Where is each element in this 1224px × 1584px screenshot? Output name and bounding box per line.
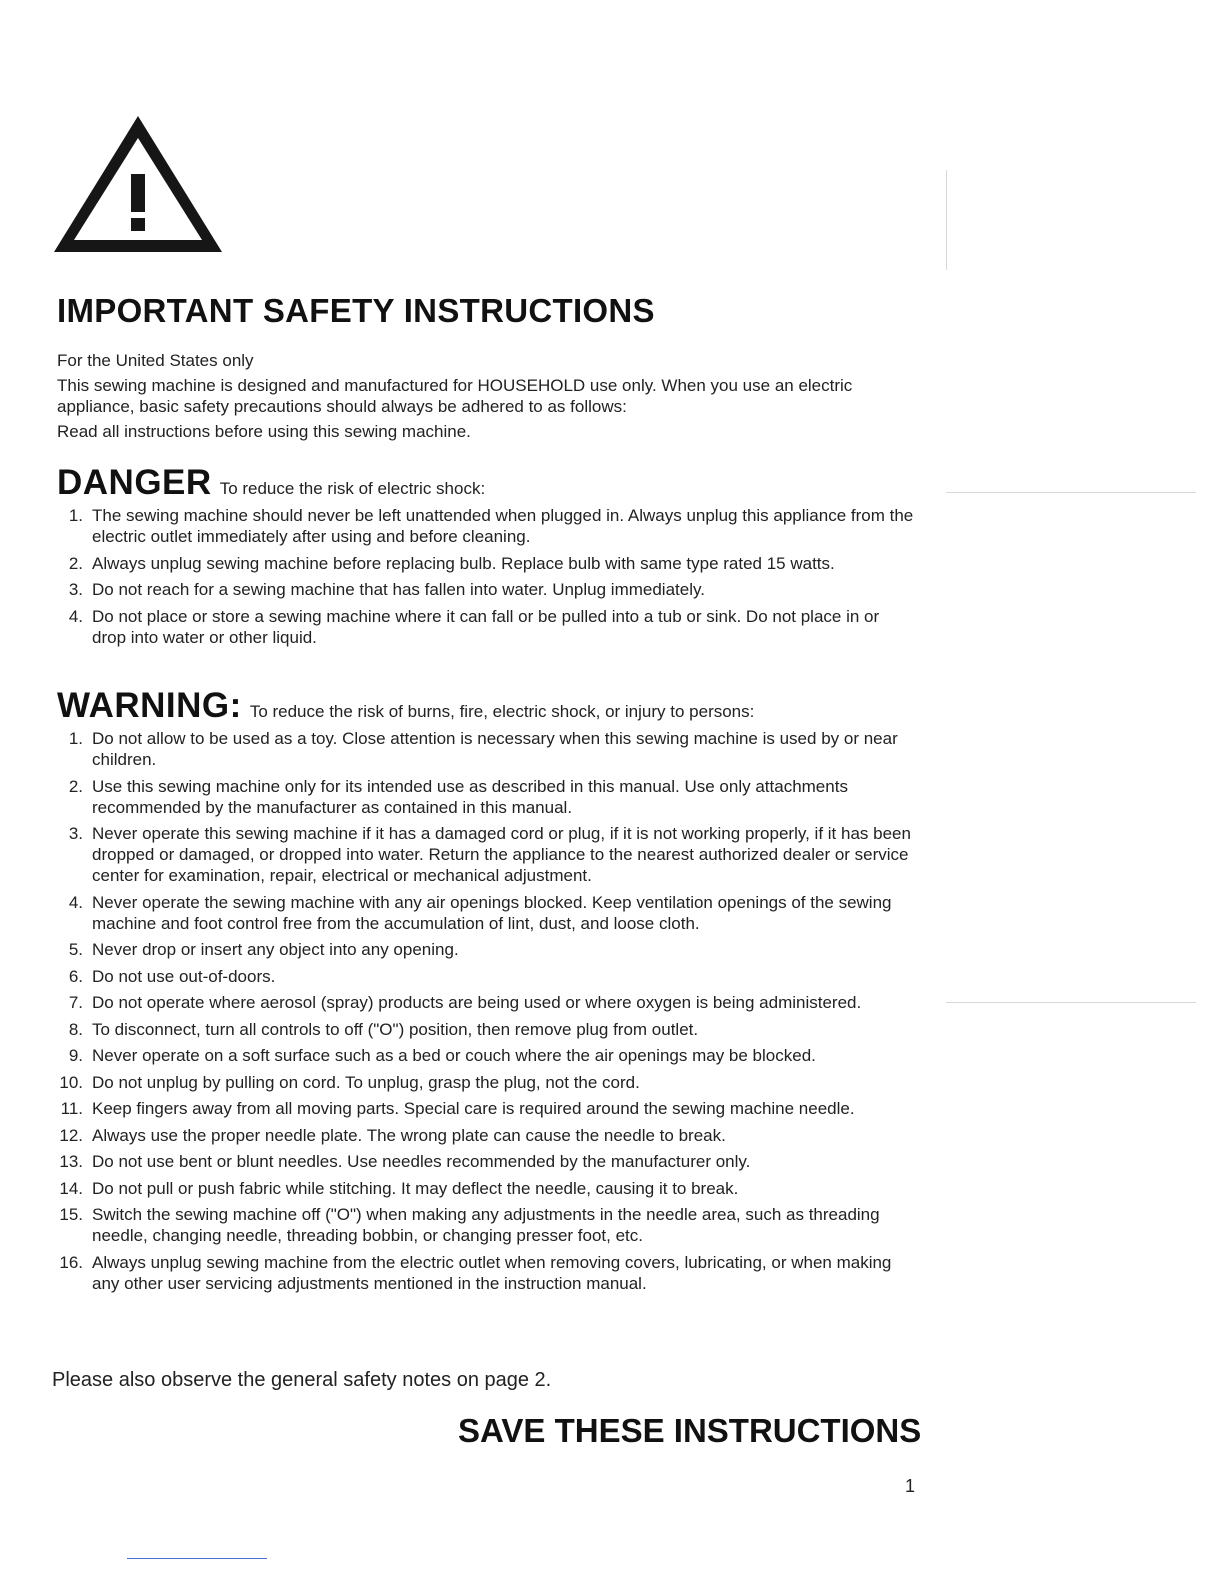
intro-usage: This sewing machine is designed and manufactured for HOUSEHOLD use only. When you use an electric appliance, basic safety precautions should always be adhered to as follows:: [57, 376, 853, 416]
scan-artifact: [946, 170, 947, 270]
danger-label: DANGER: [57, 463, 212, 502]
warning-triangle-icon: [50, 112, 226, 256]
list-item: 10. Do not unplug by pulling on cord. To unplug, grasp the plug, not the cord.: [59, 1072, 640, 1092]
list-item: 2. Use this sewing machine only for its intended use as described in this manual. Use only attachments recommended by the manufacturer as contained in this manual.: [68, 776, 848, 817]
list-item: 11. Keep fingers away from all moving parts. Special care is required around the sewing machine needle.: [60, 1099, 855, 1118]
list-item: 16. Always unplug sewing machine from the electric outlet when removing covers, lubricating, or when making any other user servicing adjustments mentioned in the instruction manual.: [59, 1252, 892, 1293]
list-item: 13. Do not use bent or blunt needles. Use needles recommended by the manufacturer only.: [59, 1152, 751, 1171]
danger-section: [57, 463, 917, 653]
warning-heading: [57, 686, 917, 726]
warning-label: WARNING:: [57, 686, 242, 725]
intro-read-instructions: Read all instructions before using this sewing machine.: [57, 422, 471, 441]
warning-subtitle: To reduce the risk of burns, fire, electric shock, or injury to persons:: [249, 702, 755, 721]
list-item: 9. Never operate on a soft surface such as a bed or couch where the air openings may be blocked.: [68, 1046, 816, 1065]
list-item: 12. Always use the proper needle plate. The wrong plate can cause the needle to break.: [59, 1125, 726, 1145]
scan-artifact: [946, 1002, 1196, 1003]
list-item: 3. Never operate this sewing machine if it has a damaged cord or plug, if it is not working properly, if it has been dropped or damaged, or dropped into water. Return the appliance to the nearest authorized dealer or service center for examination, repair, electrical or mechanical adjustment.: [68, 824, 911, 885]
list-item: 6. Do not use out-of-doors.: [68, 966, 276, 986]
list-item: 1. The sewing machine should never be left unattended when plugged in. Always unplug this appliance from the electric outlet immediately after using and before cleaning.: [68, 506, 914, 546]
page-number: 1: [905, 1476, 916, 1496]
list-item: 4. Never operate the sewing machine with any air openings blocked. Keep ventilation openings of the sewing machine and foot control free from the accumulation of lint, dust, and loose cloth.: [68, 892, 892, 933]
general-safety-note: Please also observe the general safety notes on page 2.: [52, 1369, 552, 1391]
list-item: 4. Do not place or store a sewing machine where it can fall or be pulled into a tub or sink. Do not place in or drop into water or other liquid.: [68, 606, 880, 647]
list-item: 1. Do not allow to be used as a toy. Close attention is necessary when this sewing machine is used by or near children.: [68, 729, 898, 769]
danger-heading: [57, 463, 917, 503]
intro-region: For the United States only: [57, 351, 254, 370]
divider: [127, 1558, 267, 1559]
page-title: IMPORTANT SAFETY INSTRUCTIONS: [57, 292, 655, 329]
warning-section: [57, 686, 917, 1299]
list-item: 7. Do not operate where aerosol (spray) products are being used or where oxygen is being administered.: [68, 993, 862, 1012]
list-item: 5. Never drop or insert any object into any opening.: [68, 940, 459, 959]
warning-list: [57, 728, 917, 1294]
list-item: 15. Switch the sewing machine off ("O") when making any adjustments in the needle area, such as threading needle, changing needle, threading bobbin, or changing presser foot, etc.: [59, 1205, 880, 1245]
list-item: 8. To disconnect, turn all controls to off ("O") position, then remove plug from outlet.: [68, 1019, 699, 1039]
save-instructions-heading: SAVE THESE INSTRUCTIONS: [458, 1412, 922, 1449]
list-item: 14. Do not pull or push fabric while stitching. It may deflect the needle, causing it to break.: [59, 1178, 739, 1198]
scan-artifact: [946, 492, 1196, 493]
list-item: 2. Always unplug sewing machine before replacing bulb. Replace bulb with same type rated 15 watts.: [68, 553, 835, 573]
danger-subtitle: To reduce the risk of electric shock:: [219, 479, 486, 498]
intro: [57, 350, 897, 442]
danger-list: [57, 505, 917, 648]
list-item: 3. Do not reach for a sewing machine that has fallen into water. Unplug immediately.: [68, 580, 705, 599]
